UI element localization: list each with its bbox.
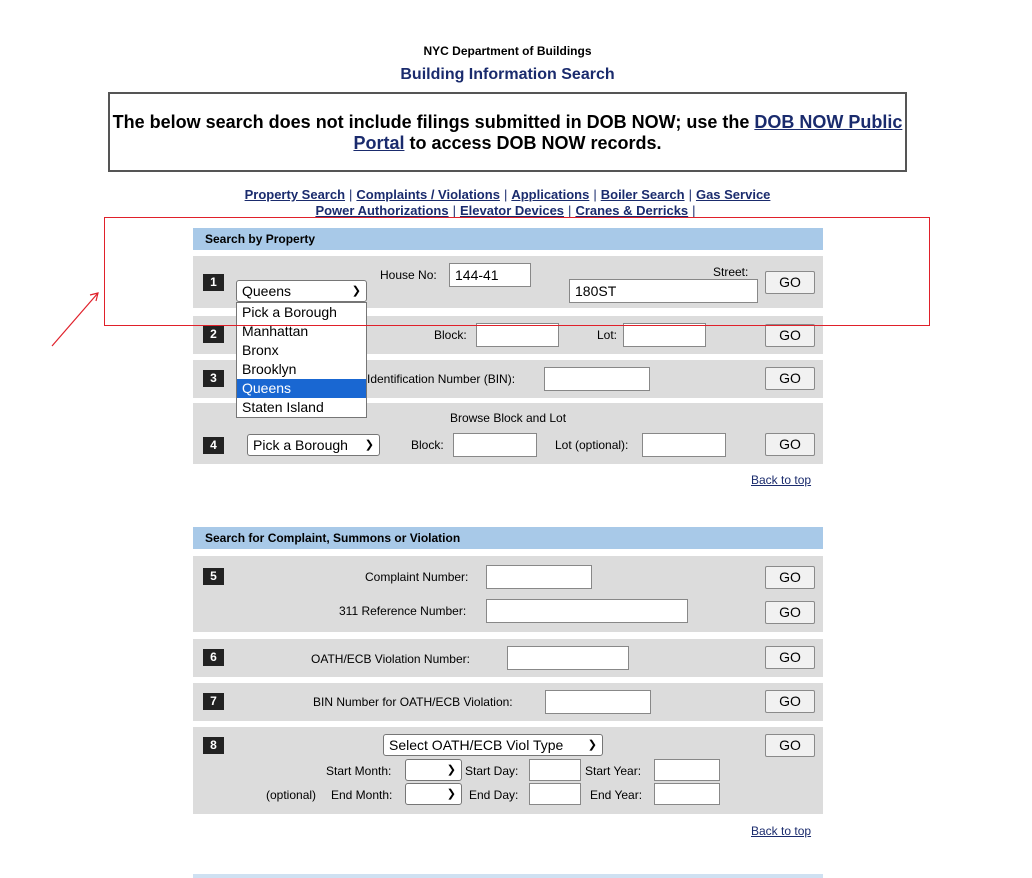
block-label: Block: xyxy=(434,328,467,342)
nav-separator: | xyxy=(452,203,456,218)
nav-cranes-derricks[interactable]: Cranes & Derricks xyxy=(575,203,689,218)
complaint-number-input[interactable] xyxy=(486,565,592,589)
row-number: 5 xyxy=(203,568,224,585)
browse-heading: Browse Block and Lot xyxy=(449,411,567,425)
back-to-top-link-2[interactable]: Back to top xyxy=(751,824,812,838)
nav-separator: | xyxy=(568,203,572,218)
section-title-complaint: Search for Complaint, Summons or Violation xyxy=(193,527,823,549)
nav-gas-service[interactable]: Gas Service xyxy=(695,187,771,202)
chevron-down-icon: ❯ xyxy=(364,439,374,451)
end-day-input[interactable] xyxy=(529,783,581,805)
dropdown-option-selected[interactable]: Queens xyxy=(237,379,366,398)
complaint-row-5 xyxy=(193,556,823,632)
complaint-number-label: Complaint Number: xyxy=(365,570,469,584)
next-section-edge xyxy=(193,874,823,878)
nav-row-2 xyxy=(0,203,1015,218)
browse-lot-label: Lot (optional): xyxy=(555,438,629,452)
nav-boiler-search[interactable]: Boiler Search xyxy=(600,187,685,202)
end-year-label: End Year: xyxy=(590,788,643,802)
nav-separator: | xyxy=(593,187,597,202)
start-month-select[interactable] xyxy=(405,759,462,781)
end-month-select[interactable] xyxy=(405,783,462,805)
row-number: 3 xyxy=(203,370,224,387)
go-button-1[interactable]: GO xyxy=(765,271,815,294)
nav-separator: | xyxy=(503,187,508,202)
chevron-down-icon: ❯ xyxy=(587,739,597,751)
dropdown-option[interactable]: Staten Island xyxy=(242,399,324,415)
lot-input[interactable] xyxy=(623,323,706,347)
go-button-5b[interactable]: GO xyxy=(765,601,815,624)
start-month-label: Start Month: xyxy=(326,764,392,778)
nav-property-search[interactable]: Property Search xyxy=(244,187,346,202)
annotation-arrow-icon xyxy=(40,285,110,355)
start-year-label: Start Year: xyxy=(585,764,642,778)
oath-violation-input[interactable] xyxy=(507,646,629,670)
lot-label: Lot: xyxy=(597,328,618,342)
complaint-row-7 xyxy=(193,683,823,721)
row-number: 7 xyxy=(203,693,224,710)
chevron-down-icon: ❯ xyxy=(351,285,361,297)
go-button-3[interactable]: GO xyxy=(765,367,815,390)
dob-now-portal-link[interactable]: DOB NOW Public Portal xyxy=(353,112,903,153)
row-number: 4 xyxy=(203,437,224,454)
dropdown-option[interactable]: Manhattan xyxy=(242,323,309,339)
go-button-2[interactable]: GO xyxy=(765,324,815,347)
dropdown-option[interactable]: Brooklyn xyxy=(242,361,297,377)
start-day-input[interactable] xyxy=(529,759,581,781)
go-button-4[interactable]: GO xyxy=(765,433,815,456)
section-title-property: Search by Property xyxy=(193,228,823,250)
nav-applications[interactable]: Applications xyxy=(511,187,590,202)
go-button-8[interactable]: GO xyxy=(765,734,815,757)
bin-label: Identification Number (BIN): xyxy=(367,372,516,386)
borough-select-value: Queens xyxy=(242,283,292,299)
ref311-label: 311 Reference Number: xyxy=(339,604,467,618)
nav-complaints-violations[interactable]: Complaints / Violations xyxy=(356,187,500,202)
dropdown-option[interactable]: Bronx xyxy=(242,342,279,358)
bin-input[interactable] xyxy=(544,367,650,391)
nav-separator: | xyxy=(692,203,696,218)
house-no-label: House No: xyxy=(380,268,437,282)
nav-row-1 xyxy=(0,187,1015,202)
row-number: 8 xyxy=(203,737,224,754)
go-button-5a[interactable]: GO xyxy=(765,566,815,589)
bin-oath-input[interactable] xyxy=(545,690,651,714)
end-month-label: End Month: xyxy=(331,788,393,802)
browse-borough-select[interactable] xyxy=(247,434,380,456)
dob-now-notice xyxy=(108,92,907,172)
bin-oath-label: BIN Number for OATH/ECB Violation: xyxy=(313,695,513,709)
go-button-6[interactable]: GO xyxy=(765,646,815,669)
row-number: 1 xyxy=(203,274,224,291)
go-button-7[interactable]: GO xyxy=(765,690,815,713)
notice-text-before: The below search does not include filings submitted in DOB NOW; use the xyxy=(112,112,755,132)
browse-block-input[interactable] xyxy=(453,433,537,457)
row-number: 6 xyxy=(203,649,224,666)
nav-power-authorizations[interactable]: Power Authorizations xyxy=(315,203,449,218)
annotation-highlight-box xyxy=(104,217,930,326)
nav-separator: | xyxy=(349,187,353,202)
chevron-down-icon: ❯ xyxy=(446,764,456,776)
browse-lot-input[interactable] xyxy=(642,433,726,457)
start-year-input[interactable] xyxy=(654,759,720,781)
viol-type-select[interactable] xyxy=(383,734,603,756)
optional-label: (optional) xyxy=(266,788,317,802)
department-name: NYC Department of Buildings xyxy=(423,44,592,58)
back-to-top-link[interactable]: Back to top xyxy=(751,473,812,487)
dropdown-option[interactable]: Pick a Borough xyxy=(242,304,337,320)
nav-separator: | xyxy=(688,187,692,202)
street-label: Street: xyxy=(713,265,749,279)
notice-text-after: to access DOB NOW records. xyxy=(404,133,662,153)
viol-type-value: Select OATH/ECB Viol Type xyxy=(389,737,564,753)
page-title: Building Information Search xyxy=(400,66,615,83)
browse-block-label: Block: xyxy=(411,438,444,452)
oath-violation-label: OATH/ECB Violation Number: xyxy=(311,652,470,666)
ref311-input[interactable] xyxy=(486,599,688,623)
end-year-input[interactable] xyxy=(654,783,720,805)
complaint-row-6 xyxy=(193,639,823,677)
start-day-label: Start Day: xyxy=(465,764,519,778)
browse-borough-value: Pick a Borough xyxy=(253,437,348,453)
nav-elevator-devices[interactable]: Elevator Devices xyxy=(459,203,565,218)
row-number: 2 xyxy=(203,326,224,343)
complaint-row-8 xyxy=(193,727,823,814)
chevron-down-icon: ❯ xyxy=(446,788,456,800)
block-input[interactable] xyxy=(476,323,559,347)
end-day-label: End Day: xyxy=(469,788,519,802)
